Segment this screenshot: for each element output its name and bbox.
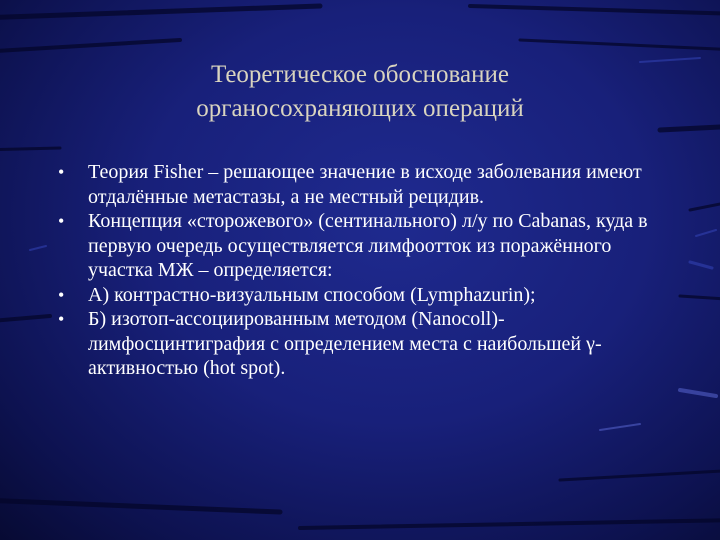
slide-title: Теоретическое обоснование органосохраняющих операций <box>196 61 524 122</box>
bullet-text: А) контрастно-визуальным способом (Lymphazurin); <box>88 283 536 306</box>
bullet-text: Б) изотоп-ассоциированным методом (Nanocoll)-лимфосцинтиграфия с определением места с наибольшей γ-активностью (hot spot). <box>88 308 602 379</box>
bullet-item <box>58 209 658 283</box>
bullet-text: Концепция «сторожевого» (сентинального) л/у по Cabanas, куда в первую очередь осуществляется лимфоотток из поражённого участка МЖ – определяется: <box>88 210 648 281</box>
bullet-item <box>58 160 658 209</box>
bullet-icon: • <box>58 211 65 231</box>
bullet-icon: • <box>58 284 65 305</box>
bullet-list <box>58 160 658 381</box>
bullet-icon: • <box>58 162 65 182</box>
bullet-text: Теория Fisher – решающее значение в исходе заболевания имеют отдалённые метастазы, а не местный рецидив. <box>88 161 642 208</box>
bullet-item <box>58 283 658 308</box>
bullet-item <box>58 307 658 381</box>
bullet-icon: • <box>58 309 65 329</box>
